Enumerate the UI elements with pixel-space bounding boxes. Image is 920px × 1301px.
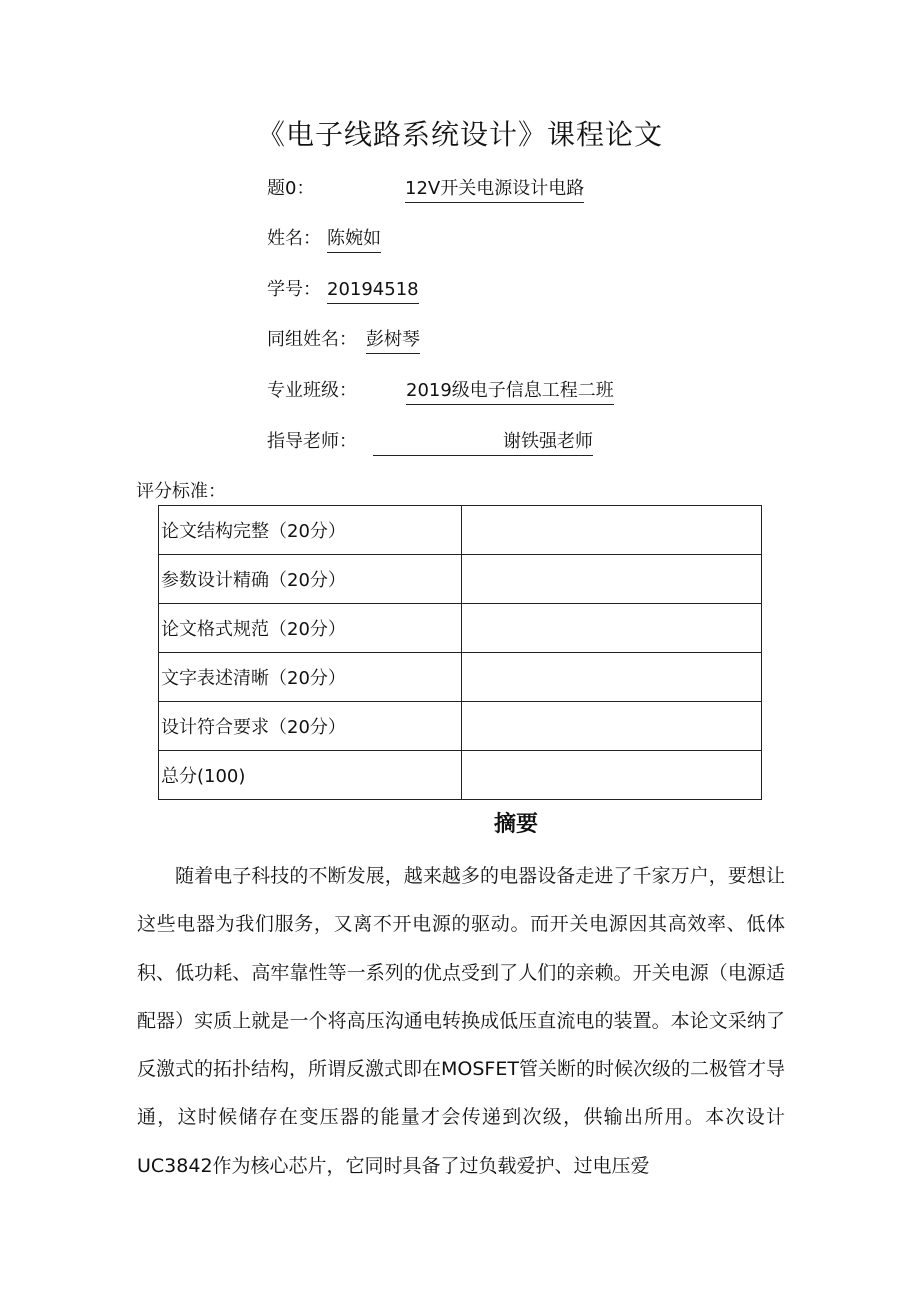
criteria-label: 评分标准： <box>136 481 226 502</box>
student-id-value: 20194518 <box>327 277 419 304</box>
teacher-label: 指导老师： <box>267 431 357 452</box>
criteria-item: 论文结构完整（20分） <box>159 506 462 555</box>
student-id-label: 学号： <box>267 279 321 300</box>
name-value: 陈婉如 <box>327 226 381 253</box>
score-cell[interactable] <box>461 751 761 800</box>
subject-label: 题0： <box>267 178 315 199</box>
score-cell[interactable] <box>461 653 761 702</box>
table-row <box>159 751 762 800</box>
group-value: 彭树琴 <box>366 327 420 354</box>
criteria-item: 设计符合要求（20分） <box>159 702 462 751</box>
name-label: 姓名： <box>267 228 321 249</box>
abstract-heading: 摘要 <box>493 812 538 837</box>
criteria-item: 文字表述清晰（20分） <box>159 653 462 702</box>
table-row <box>159 702 762 751</box>
score-cell[interactable] <box>461 506 761 555</box>
criteria-item: 论文格式规范（20分） <box>159 604 462 653</box>
criteria-item: 总分(100) <box>159 751 462 800</box>
score-cell[interactable] <box>461 702 761 751</box>
teacher-value: 谢铁强老师 <box>373 429 593 456</box>
score-cell[interactable] <box>461 604 761 653</box>
major-value: 2019级电子信息工程二班 <box>406 378 614 405</box>
score-cell[interactable] <box>461 555 761 604</box>
criteria-item: 参数设计精确（20分） <box>159 555 462 604</box>
table-row <box>159 506 762 555</box>
table-row <box>159 604 762 653</box>
score-table <box>158 505 762 800</box>
group-label: 同组姓名： <box>267 329 357 350</box>
table-row <box>159 555 762 604</box>
page-title: 《电子线路系统设计》课程论文 <box>256 118 663 151</box>
major-label: 专业班级： <box>267 380 357 401</box>
subject-value: 12V开关电源设计电路 <box>405 176 584 203</box>
abstract-paragraph: 随着电子科技的不断发展，越来越多的电器设备走进了千家万户，要想让这些电器为我们服务，又离不开电源的驱动。而开关电源因其高效率、低体积、低功耗、高牢靠性等一系列的优点受到了人们的亲赖。开关电源（电源适配器）实质上就是一个将高压沟通电转换成低压直流电的装置。本论文采纳了反激式的拓扑结构，所谓反激式即在MOSFET管关断的时候次级的二极管才导通，这时候储存在变压器的能量才会传递到次级，供输出所用。本次设计UC3842作为核心芯片，它同时具备了过负载爱护、过电压爱 <box>137 865 785 1177</box>
table-row <box>159 653 762 702</box>
